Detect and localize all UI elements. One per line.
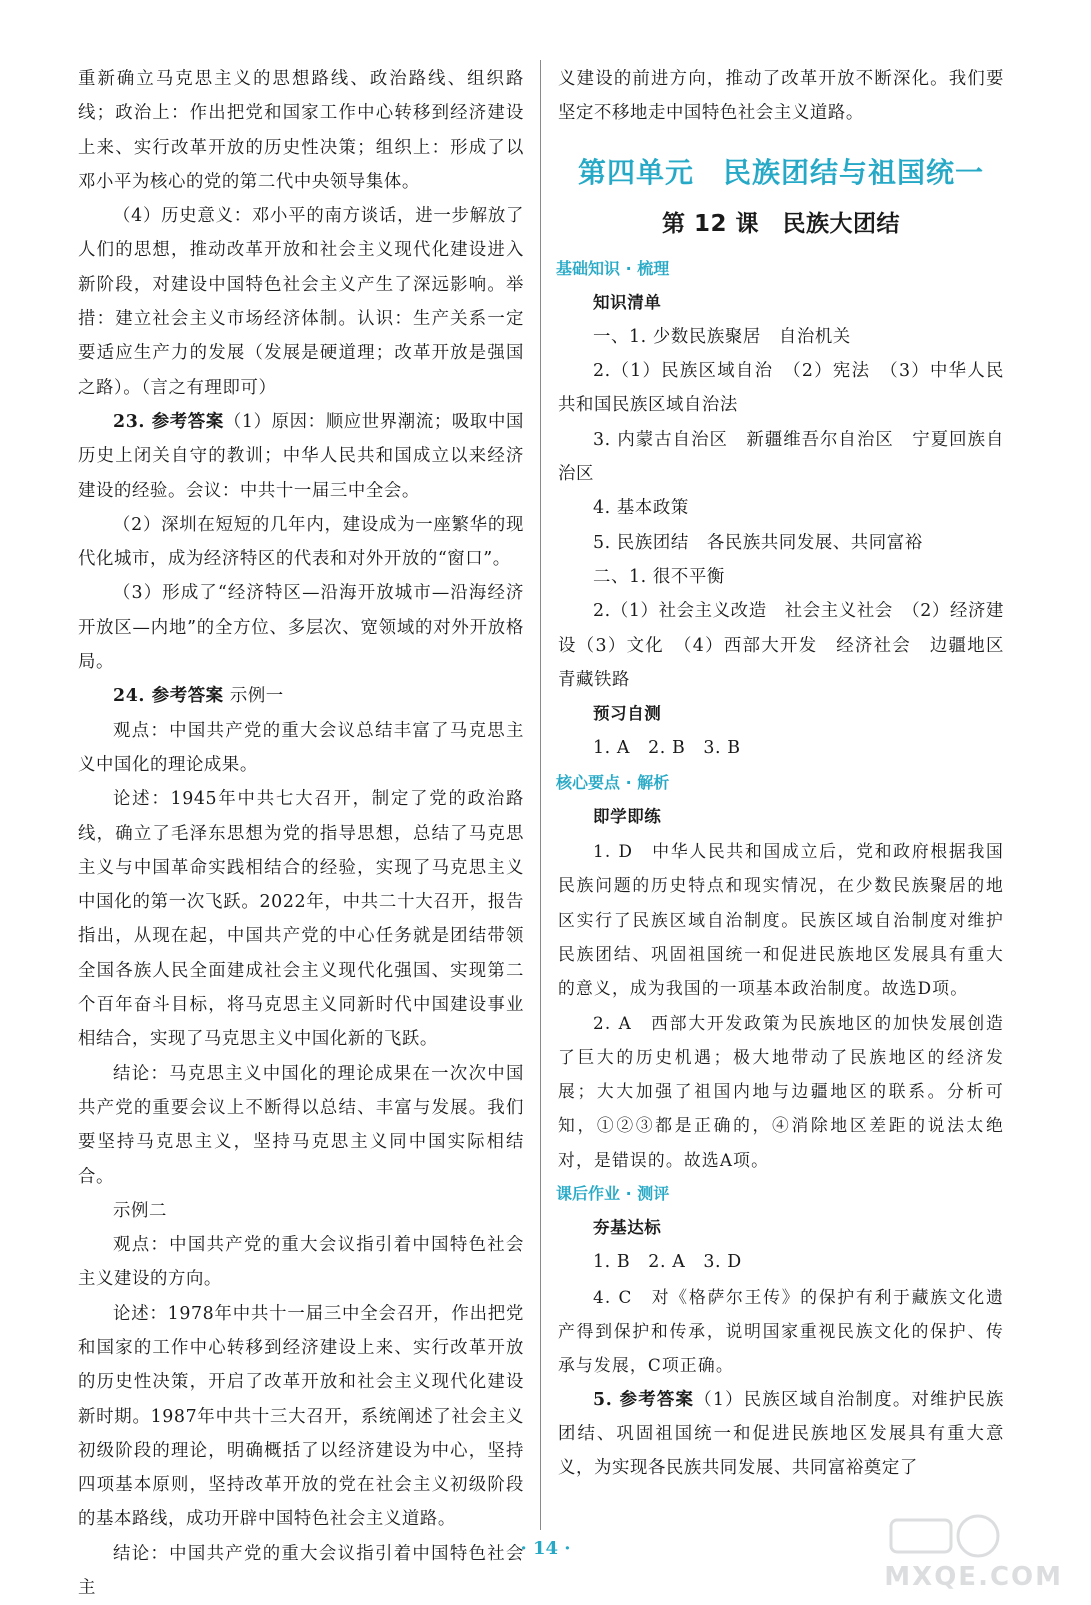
watermark-text: MXQE.COM (884, 1562, 1063, 1592)
para-r-continue: 义建设的前进方向，推动了改革开放不断深化。我们要坚定不移地走中国特色社会主义道路。 (558, 69, 1004, 124)
para-view-2: 观点：中国共产党的重大会议指引着中国特色社会主义建设的方向。 (78, 1235, 524, 1290)
page-number: · 14 · (520, 1538, 571, 1559)
para-l0: 重新确立马克思主义的思想路线、政治路线、组织路线；政治上：作出把党和国家工作中心转移到经济建设上来、实行改革开放的历史性决策；组织上：形成了以邓小平为核心的党的第二代中央领导集体。 (78, 69, 524, 192)
answer-text-23: （1）原因：顺应世界潮流；吸取中国历史上闭关自守的教训；中华人民共和国成立以来经济建设的经验。会议：中共十一届三中全会。 (78, 411, 524, 501)
homework-answer-5 (558, 1383, 1004, 1486)
answer-label-24: 24. 参考答案 (113, 686, 224, 707)
watermark (883, 1512, 1063, 1592)
para-conclude-2: 结论：中国共产党的重大会议指引着中国特色社会主 (78, 1543, 524, 1599)
homework-answers: 1. B 2. A 3. D (593, 1252, 742, 1273)
knowledge-item: 5. 民族团结 各民族共同发展、共同富裕 (593, 532, 923, 553)
knowledge-item: 4. 基本政策 (593, 498, 689, 519)
homework-answer-5-lead: 5. 参考答案 (593, 1389, 695, 1410)
left-column (78, 62, 524, 1605)
core-answer-1-text: 中华人民共和国成立后，党和政府根据我国民族问题的历史特点和现实情况，在少数民族聚居的地区实行了民族区域自治制度。民族区域自治制度对维护民族团结、巩固祖国统一和促进民族地区发展具有重大的意义，成为我国的一项基本政治制度。故选D项。 (558, 841, 1004, 999)
preview-answers: 1. A 2. B 3. B (593, 738, 741, 759)
knowledge-item: 3. 内蒙古自治区 新疆维吾尔自治区 宁夏回族自治区 (558, 429, 1004, 485)
section-homework: 课后作业 · 测评 (556, 1184, 670, 1204)
example-one-label: 示例一 (229, 686, 284, 707)
lesson-title: 第 12 课 民族大团结 (661, 210, 901, 237)
section-basic-knowledge: 基础知识 · 梳理 (556, 258, 670, 278)
para-q23-3: （3）形成了“经济特区—沿海开放城市—沿海经济开放区—内地”的全方位、多层次、宽领域的对外开放格局。 (78, 583, 524, 673)
knowledge-item: 2.（1）民族区域自治 （2）宪法 （3）中华人民共和国民族区域自治法 (558, 361, 1004, 416)
core-answer-2-lead: 2. A (593, 1012, 632, 1033)
knowledge-item: 2.（1）社会主义改造 社会主义社会 （2）经济建设（3）文化 （4）西部大开发 经济社会 边疆地区 青藏铁路 (558, 601, 1022, 690)
para-l1: （4）历史意义：邓小平的南方谈话，进一步解放了人们的思想，推动改革开放和社会主义现代化建设进入新阶段，对建设中国特色社会主义产生了深远影响。举措：建立社会主义市场经济体制。认识：生产关系一定要适应生产力的发展（发展是硬道理；改革开放是强国之路）。（言之有理即可） (78, 206, 524, 398)
core-answer-1 (558, 834, 1004, 1005)
para-q24 (78, 679, 524, 713)
example-two-label: 示例二 (113, 1200, 167, 1221)
knowledge-item: 二、1. 很不平衡 (593, 566, 725, 587)
subheading-foundation: 夯基达标 (593, 1218, 662, 1238)
para-q23-2: （2）深圳在短短的几年内，建设成为一座繁华的现代化城市，成为经济特区的代表和对外开放的“窗口”。 (78, 514, 524, 570)
answer-label-23: 23. 参考答案 (113, 411, 224, 432)
para-argue-2: 论述：1978年中共十一届三中全会召开，作出把党和国家的工作中心转移到经济建设上来、实行改革开放的历史性决策，开启了改革开放和社会主义现代化建设新时期。1987年中共十三大召开，系统阐述了社会主义初级阶段的理论，明确概括了以经济建设为中心，坚持四项基本原则，坚持改革开放的党在社会主义初级阶段的基本路线，成功开辟中国特色社会主义道路。 (78, 1303, 524, 1530)
para-conclude-1: 结论：马克思主义中国化的理论成果在一次次中国共产党的重要会议上不断得以总结、丰富与发展。我们要坚持马克思主义，坚持马克思主义同中国实际相结合。 (78, 1063, 524, 1187)
homework-answer-5-text: （1）民族区域自治制度。对维护民族团结、巩固祖国统一和促进民族地区发展具有重大意义，为实现各民族共同发展、共同富裕奠定了 (558, 1389, 1004, 1479)
unit-title: 第四单元 民族团结与祖国统一 (577, 155, 984, 189)
homework-answer-4-text: 对《格萨尔王传》的保护有利于藏族文化遗产得到保护和传承，说明国家重视民族文化的保护、传承与发展，C项正确。 (558, 1286, 1004, 1376)
para-q23-1 (78, 405, 524, 508)
knowledge-item: 一、1. 少数民族聚居 自治机关 (593, 326, 851, 347)
core-answer-1-lead: 1. D (593, 841, 634, 862)
homework-answer-4 (558, 1280, 1004, 1383)
para-view-1: 观点：中国共产党的重大会议总结丰富了马克思主义中国化的理论成果。 (78, 720, 524, 775)
section-core-points: 核心要点 · 解析 (556, 772, 670, 792)
watermark-logo-icon (883, 1512, 1003, 1562)
subheading-knowledge-list: 知识清单 (593, 292, 662, 312)
para-argue-1: 论述：1945年中共七大召开，制定了党的政治路线，确立了毛泽东思想为党的指导思想，总结了马克思主义与中国革命实践相结合的经验，实现了马克思主义中国化的第一次飞跃。2022年，中共二十大召开，报告指出，从现在起，中国共产党的中心任务就是团结带领全国各族人民全面建成社会主义现代化强国、实现第二个百年奋斗目标，将马克思主义同新时代中国建设事业相结合，实现了马克思主义中国化新的飞跃。 (78, 789, 524, 1050)
core-answer-2 (558, 1006, 1004, 1177)
subheading-practice: 即学即练 (593, 806, 662, 826)
core-answer-2-text: 西部大开发政策为民族地区的加快发展创造了巨大的历史机遇；极大地带动了民族地区的经济发展；大大加强了祖国内地与边疆地区的联系。分析可知，①②③都是正确的，④消除地区差距的说法太绝对，是错误的。故选A项。 (558, 1012, 1004, 1170)
subheading-preview-test: 预习自测 (593, 704, 662, 724)
homework-answer-4-lead: 4. C (593, 1286, 633, 1307)
right-column (556, 62, 1022, 1485)
